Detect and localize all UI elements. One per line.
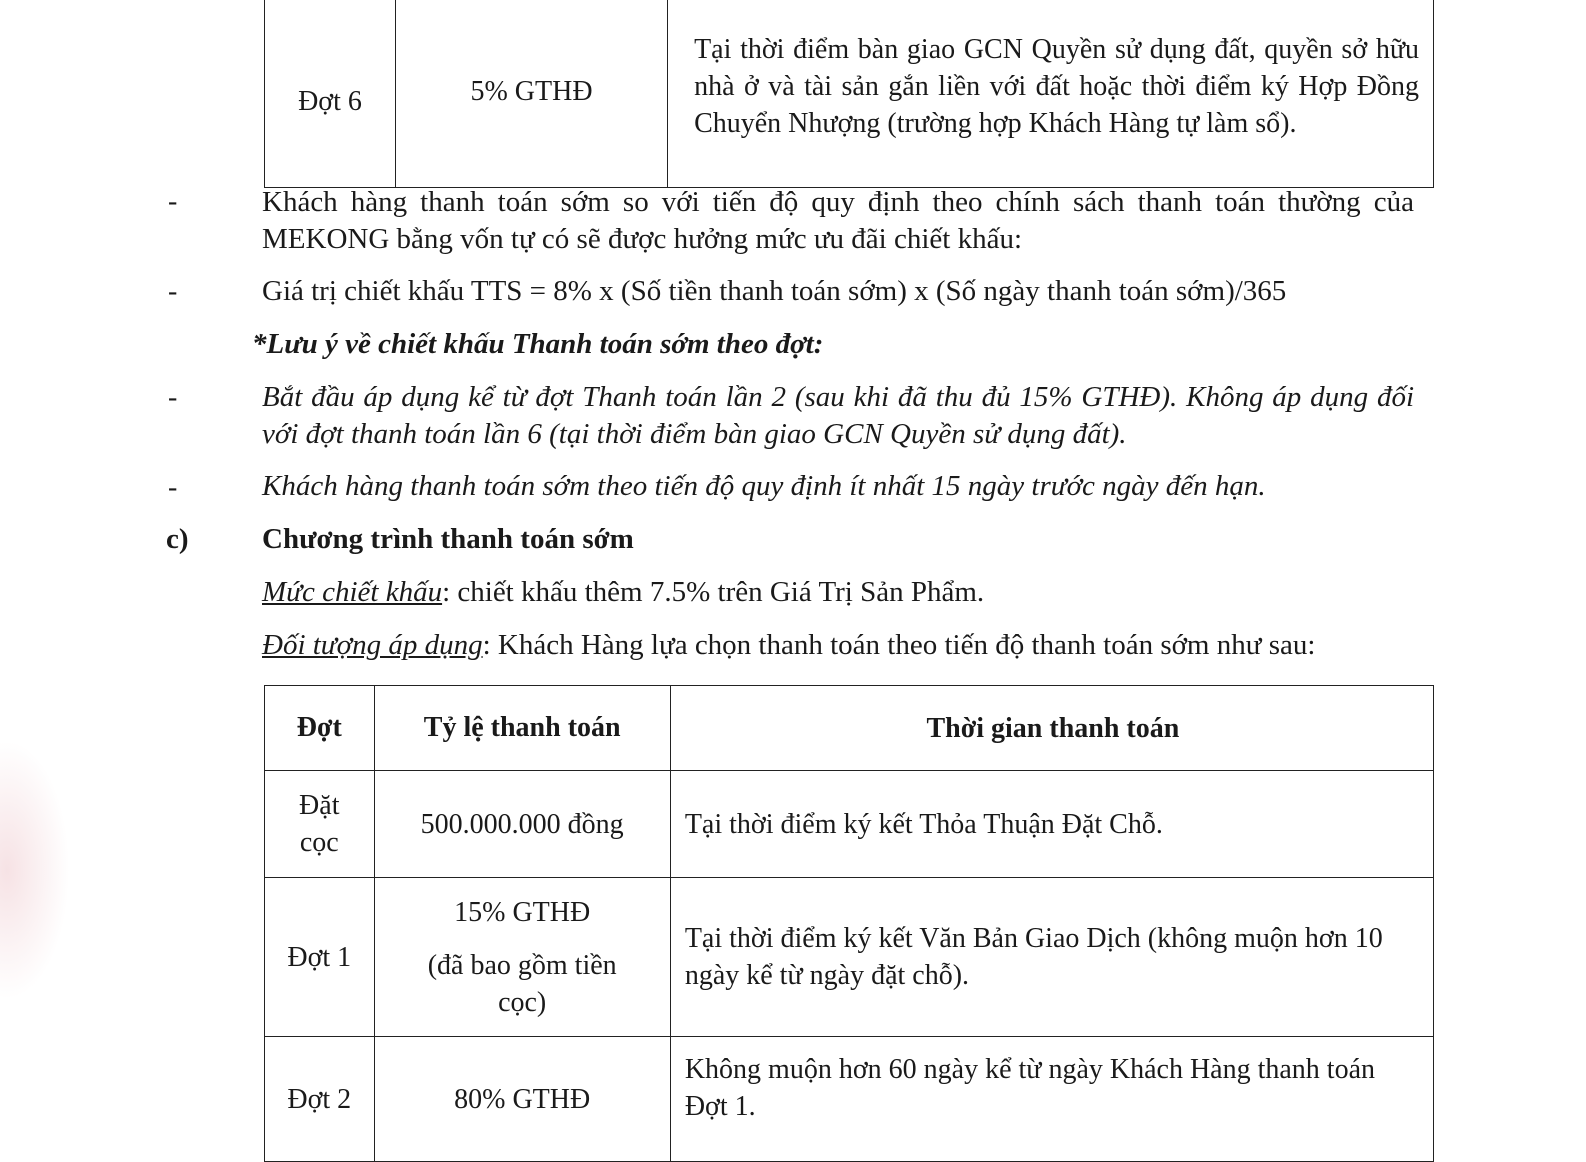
early-payment-paragraph: Khách hàng thanh toán sớm so với tiến độ quy định theo chính sách thanh toán thường của MEKONG bằng vốn tự có sẽ được hưởng mức ưu đãi chiết khấu: <box>262 186 1414 255</box>
header-phase: Đợt <box>265 686 375 771</box>
payment-table-continued <box>264 0 1434 188</box>
time-cell: Tại thời điểm ký kết Văn Bản Giao Dịch (không muộn hơn 10 ngày kể từ ngày đặt chỗ). <box>670 878 1433 1037</box>
phase-cell: Đợt 1 <box>265 878 375 1037</box>
note-item-1: Bắt đầu áp dụng kể từ đợt Thanh toán lần 2 (sau khi đã thu đủ 15% GTHĐ). Không áp dụng đối với đợt thanh toán lần 6 (tại thời điểm bàn giao GCN Quyền sử dụng đất). <box>262 381 1414 450</box>
table-row <box>265 0 1434 188</box>
phase-cell: Đợt 2 <box>265 1037 375 1162</box>
rate-cell: 80% GTHĐ <box>374 1037 670 1162</box>
bullet-dash: - <box>168 186 178 217</box>
time-cell: Tại thời điểm ký kết Thỏa Thuận Đặt Chỗ. <box>670 771 1433 878</box>
target-text: : Khách Hàng lựa chọn thanh toán theo tiến độ thanh toán sớm như sau: <box>482 629 1316 661</box>
stamp-smudge <box>0 740 70 1000</box>
header-rate: Tỷ lệ thanh toán <box>374 686 670 771</box>
discount-rate-line <box>262 574 1412 611</box>
rate-text: 15% GTHĐ <box>454 896 591 928</box>
discount-label: Mức chiết khấu <box>262 576 443 608</box>
bullet-dash: - <box>168 276 178 307</box>
table-row <box>265 878 1434 1037</box>
note-item-2: Khách hàng thanh toán sớm theo tiến độ quy định ít nhất 15 ngày trước ngày đến hạn. <box>262 470 1266 502</box>
time-cell: Tại thời điểm bàn giao GCN Quyền sử dụng đất, quyền sở hữu nhà ở và tài sản gắn liền với đất hoặc thời điểm ký Hợp Đồng Chuyển Nhượng (trường hợp Khách Hàng tự làm sổ). <box>668 0 1434 188</box>
bullet-dash: - <box>168 382 178 413</box>
header-time: Thời gian thanh toán <box>670 686 1433 771</box>
section-title: Chương trình thanh toán sớm <box>262 523 634 555</box>
target-label: Đối tượng áp dụng <box>262 629 483 661</box>
rate-note: (đã bao gồm tiền cọc) <box>427 949 617 1018</box>
table-row <box>265 771 1434 878</box>
discount-text: : chiết khấu thêm 7.5% trên Giá Trị Sản Phẩm. <box>442 576 985 608</box>
phase-cell: Đợt 6 <box>265 0 396 188</box>
rate-cell: 5% GTHĐ <box>395 0 667 188</box>
phase-text: Đặt cọc <box>299 790 340 858</box>
table-row <box>265 1037 1434 1162</box>
rate-cell <box>374 878 670 1037</box>
time-cell: Không muộn hơn 60 ngày kể từ ngày Khách Hàng thanh toán Đợt 1. <box>670 1037 1433 1162</box>
note-title: *Lưu ý về chiết khấu Thanh toán sớm theo đợt: <box>252 328 824 360</box>
early-payment-schedule-table <box>264 685 1434 1162</box>
section-label: c) <box>166 523 189 555</box>
phase-cell <box>265 771 375 878</box>
rate-cell: 500.000.000 đồng <box>374 771 670 878</box>
bullet-dash: - <box>168 472 178 503</box>
table-header-row <box>265 686 1434 771</box>
discount-formula: Giá trị chiết khấu TTS = 8% x (Số tiền thanh toán sớm) x (Số ngày thanh toán sớm)/365 <box>262 275 1287 307</box>
target-line <box>262 627 1422 664</box>
